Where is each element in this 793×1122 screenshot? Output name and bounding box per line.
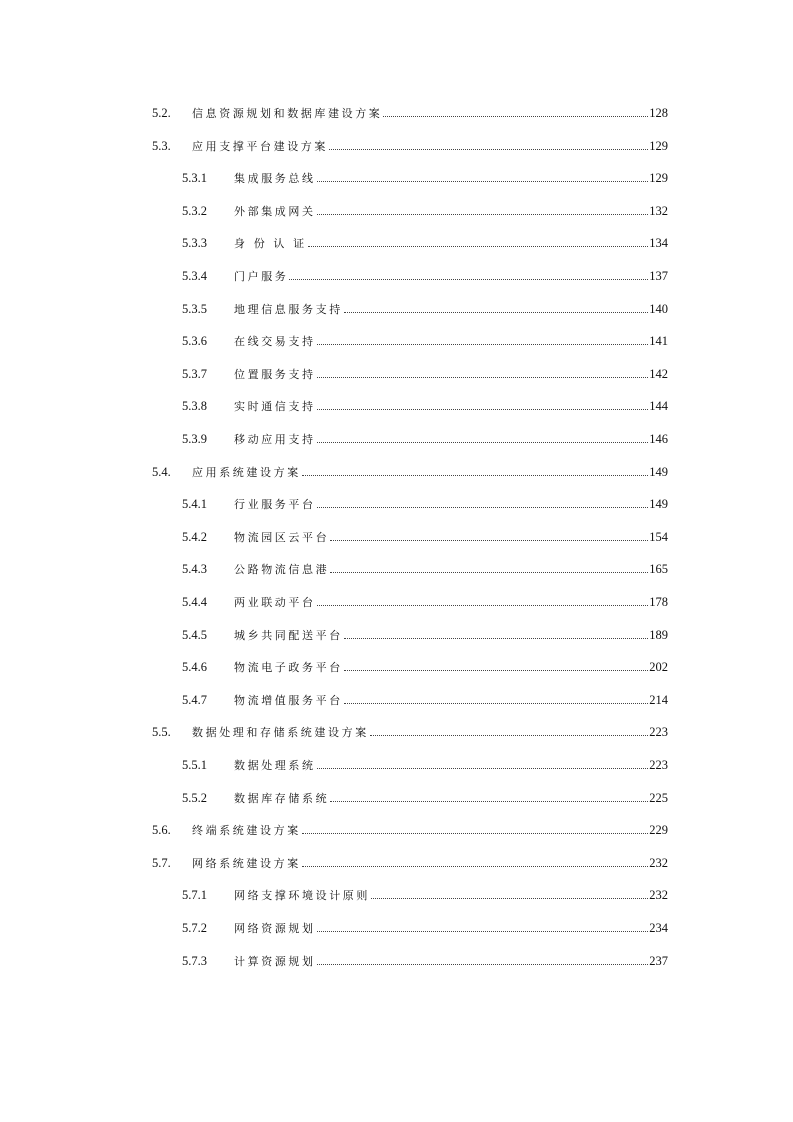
- toc-entry-page-number: 178: [649, 595, 668, 609]
- toc-dot-leader: [330, 539, 648, 541]
- toc-dot-leader: [289, 278, 648, 280]
- toc-entry[interactable]: [182, 494, 668, 514]
- toc-entry-page-number: 223: [649, 758, 668, 772]
- toc-entry-page-number: 202: [649, 660, 668, 674]
- toc-entry[interactable]: [152, 722, 668, 742]
- toc-dot-leader: [344, 311, 648, 313]
- toc-entry-page-number: 149: [649, 497, 668, 511]
- toc-entry[interactable]: [152, 136, 668, 156]
- toc-entry[interactable]: [182, 951, 668, 971]
- toc-entry-number: 5.5.: [152, 725, 171, 739]
- toc-entry-page-number: 134: [649, 236, 668, 250]
- toc-entry-title: 外部集成网关: [234, 205, 316, 218]
- toc-entry-title: 实时通信支持: [234, 400, 316, 413]
- toc-entry-title: 在线交易支持: [234, 335, 316, 348]
- toc-entry-number: 5.4.3: [182, 562, 207, 576]
- toc-entry-number: 5.4.: [152, 465, 171, 479]
- toc-entry[interactable]: [182, 429, 668, 449]
- toc-entry-page-number: 189: [649, 628, 668, 642]
- toc-entry-number: 5.4.6: [182, 660, 207, 674]
- toc-entry-title: 移动应用支持: [234, 433, 316, 446]
- toc-dot-leader: [329, 148, 648, 150]
- toc-entry-page-number: 129: [649, 139, 668, 153]
- toc-dot-leader: [344, 669, 648, 671]
- toc-entry[interactable]: [182, 527, 668, 547]
- toc-entry-page-number: 141: [649, 334, 668, 348]
- toc-entry[interactable]: [182, 690, 668, 710]
- toc-entry-title: 数据处理和存储系统建设方案: [192, 726, 369, 739]
- toc-entry-title: 城乡共同配送平台: [234, 629, 343, 642]
- toc-entry-title: 行业服务平台: [234, 498, 316, 511]
- toc-entry[interactable]: [152, 820, 668, 840]
- toc-entry-number: 5.7.: [152, 856, 171, 870]
- toc-dot-leader: [317, 343, 649, 345]
- toc-dot-leader: [317, 408, 649, 410]
- toc-entry-title: 应用系统建设方案: [192, 466, 301, 479]
- toc-entry-page-number: 137: [649, 269, 668, 283]
- toc-entry-number: 5.3.3: [182, 236, 207, 250]
- toc-dot-leader: [330, 571, 648, 573]
- toc-entry-title: 网络系统建设方案: [192, 857, 301, 870]
- toc-entry-number: 5.5.1: [182, 758, 207, 772]
- toc-entry[interactable]: [182, 168, 668, 188]
- toc-entry[interactable]: [182, 266, 668, 286]
- toc-dot-leader: [344, 637, 648, 639]
- toc-entry-page-number: 128: [649, 106, 668, 120]
- toc-dot-leader: [317, 180, 649, 182]
- toc-dot-leader: [317, 441, 649, 443]
- toc-entry-title: 网络支撑环境设计原则: [234, 889, 370, 902]
- toc-entry-page-number: 232: [649, 856, 668, 870]
- toc-entry-number: 5.6.: [152, 823, 171, 837]
- toc-entry-number: 5.3.2: [182, 204, 207, 218]
- toc-entry-number: 5.3.4: [182, 269, 207, 283]
- toc-entry[interactable]: [152, 103, 668, 123]
- toc-entry-page-number: 237: [649, 954, 668, 968]
- toc-entry-number: 5.4.1: [182, 497, 207, 511]
- toc-entry-page-number: 149: [649, 465, 668, 479]
- toc-entry-title: 两业联动平台: [234, 596, 316, 609]
- toc-entry-title: 网络资源规划: [234, 922, 316, 935]
- toc-dot-leader: [302, 865, 648, 867]
- toc-entry[interactable]: [182, 396, 668, 416]
- toc-dot-leader: [344, 702, 648, 704]
- toc-entry[interactable]: [182, 331, 668, 351]
- toc-entry-title: 应用支撑平台建设方案: [192, 140, 328, 153]
- toc-entry-number: 5.7.2: [182, 921, 207, 935]
- toc-dot-leader: [370, 734, 648, 736]
- toc-dot-leader: [317, 930, 649, 932]
- toc-entry[interactable]: [182, 755, 668, 775]
- toc-entry-title: 公路物流信息港: [234, 563, 330, 576]
- toc-entry[interactable]: [182, 201, 668, 221]
- toc-entry-page-number: 129: [649, 171, 668, 185]
- toc-entry[interactable]: [182, 592, 668, 612]
- toc-entry[interactable]: [182, 657, 668, 677]
- toc-entry-title: 位置服务支持: [234, 368, 316, 381]
- toc-entry-number: 5.3.9: [182, 432, 207, 446]
- toc-entry-title: 数据处理系统: [234, 759, 316, 772]
- toc-entry-title: 身 份 认 证: [234, 237, 307, 250]
- toc-entry-number: 5.3.6: [182, 334, 207, 348]
- toc-entry-number: 5.7.1: [182, 888, 207, 902]
- toc-entry[interactable]: [182, 625, 668, 645]
- toc-entry-page-number: 140: [649, 302, 668, 316]
- toc-entry-title: 物流园区云平台: [234, 531, 330, 544]
- toc-entry-page-number: 132: [649, 204, 668, 218]
- toc-entry-title: 集成服务总线: [234, 172, 316, 185]
- toc-entry-number: 5.4.7: [182, 693, 207, 707]
- toc-entry-page-number: 142: [649, 367, 668, 381]
- toc-entry-title: 门户服务: [234, 270, 289, 283]
- toc-entry-page-number: 232: [649, 888, 668, 902]
- toc-dot-leader: [302, 832, 648, 834]
- toc-entry-number: 5.5.2: [182, 791, 207, 805]
- toc-dot-leader: [330, 800, 648, 802]
- toc-dot-leader: [317, 376, 649, 378]
- toc-entry[interactable]: [182, 918, 668, 938]
- toc-entry-title: 数据库存储系统: [234, 792, 330, 805]
- toc-entry-title: 计算资源规划: [234, 955, 316, 968]
- toc-entry-number: 5.4.2: [182, 530, 207, 544]
- toc-entry-page-number: 146: [649, 432, 668, 446]
- toc-entry-page-number: 144: [649, 399, 668, 413]
- toc-entry-number: 5.2.: [152, 106, 171, 120]
- toc-entry-title: 物流增值服务平台: [234, 694, 343, 707]
- toc-entry-title: 物流电子政务平台: [234, 661, 343, 674]
- toc-dot-leader: [317, 767, 649, 769]
- toc-dot-leader: [317, 604, 649, 606]
- toc-entry[interactable]: [182, 299, 668, 319]
- toc-entry-number: 5.3.8: [182, 399, 207, 413]
- toc-dot-leader: [317, 506, 649, 508]
- toc-entry-title: 信息资源规划和数据库建设方案: [192, 107, 383, 120]
- toc-entry-number: 5.4.4: [182, 595, 207, 609]
- toc-entry-number: 5.4.5: [182, 628, 207, 642]
- toc-entry-page-number: 154: [649, 530, 668, 544]
- toc-entry[interactable]: [182, 559, 668, 579]
- toc-dot-leader: [317, 963, 649, 965]
- toc-entry[interactable]: [182, 885, 668, 905]
- toc-entry-page-number: 214: [649, 693, 668, 707]
- toc-dot-leader: [383, 115, 648, 117]
- toc-entry-page-number: 223: [649, 725, 668, 739]
- toc-entry-number: 5.3.: [152, 139, 171, 153]
- toc-entry-page-number: 165: [649, 562, 668, 576]
- toc-entry-page-number: 225: [649, 791, 668, 805]
- toc-entry-number: 5.3.7: [182, 367, 207, 381]
- toc-dot-leader: [308, 245, 649, 247]
- toc-entry-number: 5.3.1: [182, 171, 207, 185]
- toc-dot-leader: [302, 474, 648, 476]
- toc-entry-title: 地理信息服务支持: [234, 303, 343, 316]
- toc-entry-number: 5.7.3: [182, 954, 207, 968]
- toc-dot-leader: [371, 897, 648, 899]
- toc-entry-page-number: 234: [649, 921, 668, 935]
- toc-entry-title: 终端系统建设方案: [192, 824, 301, 837]
- toc-entry[interactable]: [152, 462, 668, 482]
- toc-entry-page-number: 229: [649, 823, 668, 837]
- toc-entry-number: 5.3.5: [182, 302, 207, 316]
- toc-entry[interactable]: [182, 233, 668, 253]
- toc-entry[interactable]: [182, 788, 668, 808]
- toc-entry[interactable]: [152, 853, 668, 873]
- toc-entry[interactable]: [182, 364, 668, 384]
- toc-dot-leader: [317, 213, 649, 215]
